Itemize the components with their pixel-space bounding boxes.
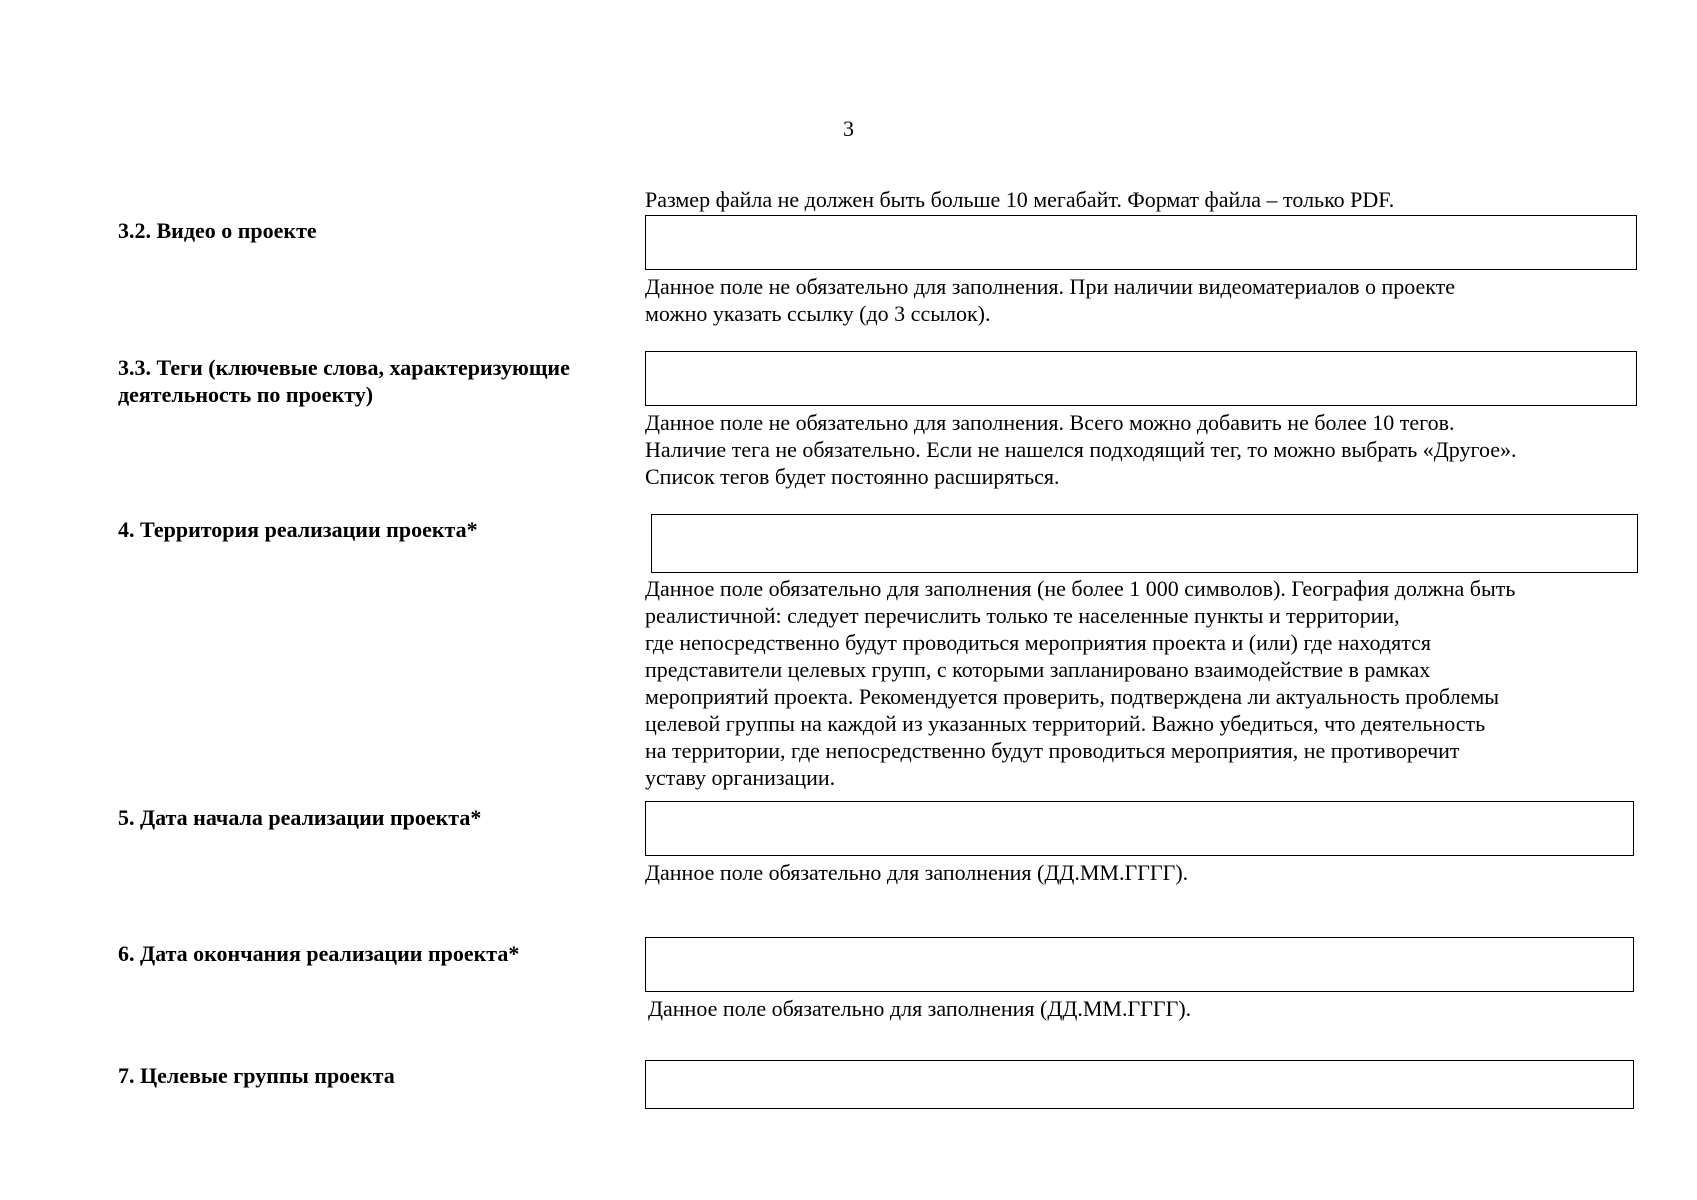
video-link-input[interactable] — [645, 215, 1637, 270]
start-date-label: 5. Дата начала реализации проекта* — [118, 805, 482, 830]
tags-hint: Данное поле не обязательно для заполнения. Всего можно добавить не более 10 тегов. Наличие тега не обязательно. Если не нашелся подходящий тег, то можно выбрать «Другое». Список тегов будет постоянно расширяться. — [645, 410, 1517, 489]
end-date-hint: Данное поле обязательно для заполнения (ДД.ММ.ГГГГ). — [648, 996, 1192, 1021]
file-size-hint: Размер файла не должен быть больше 10 мегабайт. Формат файла – только PDF. — [645, 187, 1395, 212]
video-hint: Данное поле не обязательно для заполнения. При наличии видеоматериалов о проекте можно указать ссылку (до 3 ссылок). — [645, 274, 1456, 326]
end-date-label: 6. Дата окончания реализации проекта* — [118, 941, 520, 966]
page-number: 3 — [843, 116, 854, 141]
territory-input[interactable] — [651, 514, 1638, 573]
end-date-input[interactable] — [645, 937, 1634, 992]
start-date-hint: Данное поле обязательно для заполнения (ДД.ММ.ГГГГ). — [645, 860, 1189, 885]
target-groups-label: 7. Целевые группы проекта — [118, 1063, 395, 1088]
territory-label: 4. Территория реализации проекта* — [118, 517, 478, 542]
start-date-input[interactable] — [645, 801, 1634, 856]
target-groups-input[interactable] — [645, 1060, 1634, 1109]
video-label: 3.2. Видео о проекте — [118, 218, 317, 243]
tags-input[interactable] — [645, 351, 1637, 406]
tags-label: 3.3. Теги (ключевые слова, характеризующие деятельность по проекту) — [118, 355, 570, 407]
territory-hint: Данное поле обязательно для заполнения (не более 1 000 символов). География должна быть реалистичной: следует перечислить только те населенные пункты и территории, где непосредственно будут проводиться мероприятия проекта и (или) где находятся представители целевых групп, с которыми запланировано взаимодействие в рамках мероприятий проекта. Рекомендуется проверить, подтверждена ли актуальность проблемы целевой группы на каждой из указанных территорий. Важно убедиться, что деятельность на территории, где непосредственно будут проводиться мероприятия, не противоречит уставу организации. — [645, 576, 1516, 790]
